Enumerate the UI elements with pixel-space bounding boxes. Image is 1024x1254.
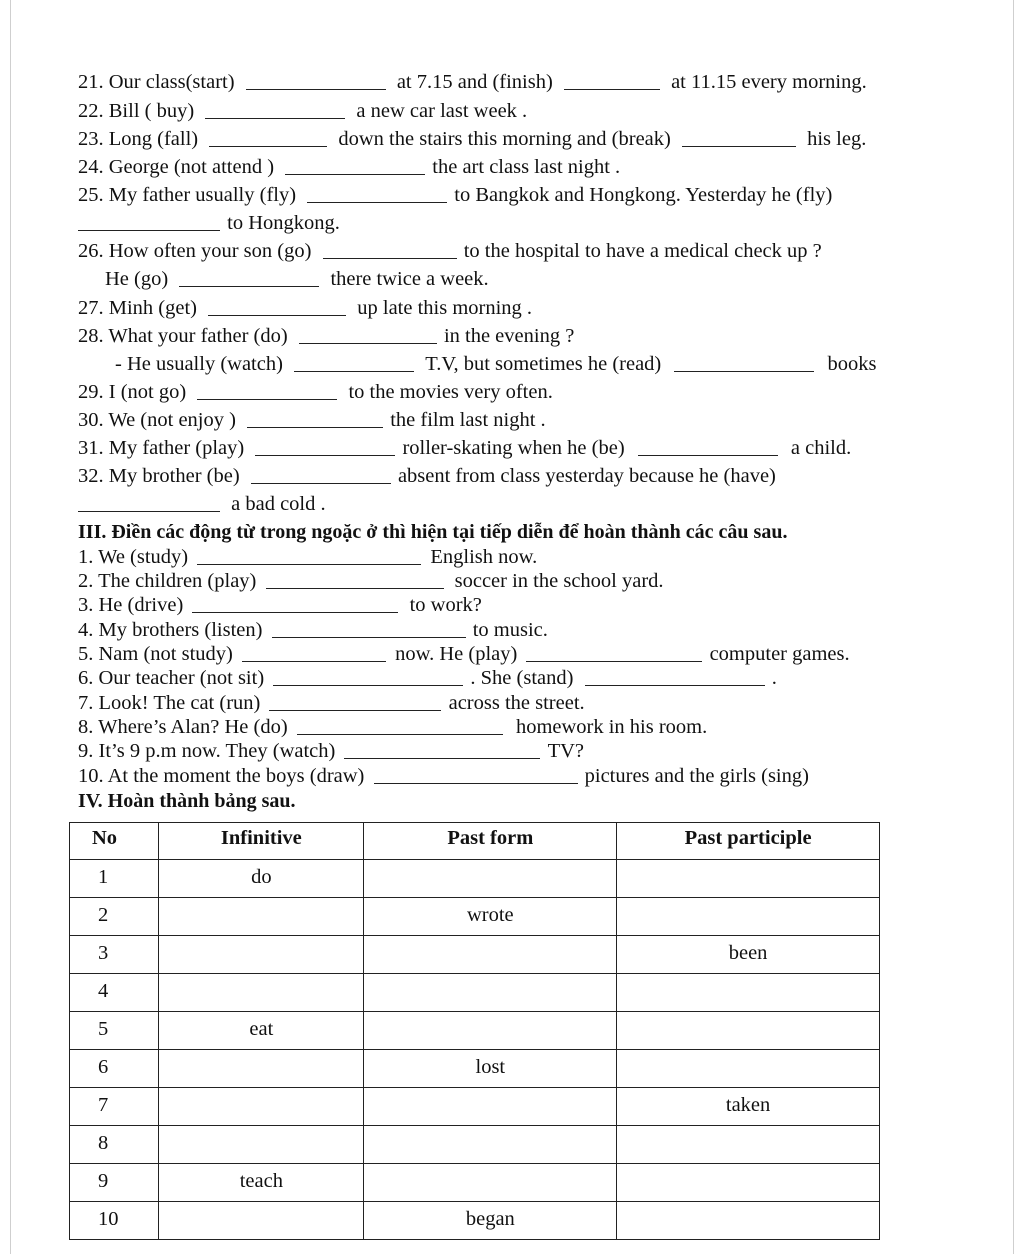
section-3-item-5: [78, 642, 850, 666]
answer-blank[interactable]: [197, 399, 337, 400]
answer-blank[interactable]: [192, 612, 398, 613]
item-prompt: 1. We (study): [78, 546, 189, 568]
item-prompt: 3. He (drive): [78, 594, 184, 616]
answer-blank[interactable]: [269, 710, 441, 711]
cell-no: 7: [70, 1088, 159, 1126]
question-32-continued: [78, 492, 326, 516]
cell-infinitive[interactable]: do: [159, 860, 364, 898]
table-row: [70, 974, 880, 1012]
header-infinitive: Infinitive: [159, 823, 364, 860]
cell-past-form[interactable]: wrote: [364, 898, 617, 936]
question-25-part-a: 25. My father usually (fly): [78, 184, 297, 206]
question-25-continued: [78, 211, 340, 235]
answer-blank[interactable]: [179, 286, 319, 287]
answer-blank[interactable]: [294, 371, 414, 372]
question-23-part-c: his leg.: [807, 128, 867, 150]
cell-past-form[interactable]: [364, 974, 617, 1012]
question-32-part-b: absent from class yesterday because he (have): [397, 465, 776, 487]
item-prompt: 6. Our teacher (not sit): [78, 667, 265, 689]
item-rest: English now.: [430, 546, 538, 568]
answer-blank[interactable]: [246, 89, 386, 90]
question-28-part-c: - He usually (watch): [115, 353, 283, 375]
question-26-part-a: 26. How often your son (go): [78, 240, 312, 262]
cell-past-form[interactable]: lost: [364, 1050, 617, 1088]
section-3-item-1: [78, 545, 537, 569]
answer-blank[interactable]: [526, 661, 702, 662]
cell-infinitive[interactable]: [159, 936, 364, 974]
item-rest: now. He (play): [395, 643, 518, 665]
table-row: [70, 936, 880, 974]
section-3-item-9: [78, 739, 584, 763]
section-3-item-2: [78, 569, 664, 593]
question-31: [78, 436, 851, 460]
section-3-item-3: [78, 593, 482, 617]
section-4-heading: IV. Hoàn thành bảng sau.: [78, 790, 296, 812]
cell-past-participle[interactable]: [617, 1126, 880, 1164]
question-22-part-b: a new car last week .: [356, 100, 528, 122]
cell-infinitive[interactable]: [159, 974, 364, 1012]
cell-infinitive[interactable]: [159, 1050, 364, 1088]
table-row: [70, 1050, 880, 1088]
item-prompt: 2. The children (play): [78, 570, 257, 592]
cell-no: 4: [70, 974, 159, 1012]
item-rest: TV?: [547, 740, 585, 762]
section-3-item-7: [78, 691, 585, 715]
question-32: [78, 464, 776, 488]
item-prompt: 7. Look! The cat (run): [78, 692, 261, 714]
question-26-part-d: there twice a week.: [330, 268, 489, 290]
question-21: [78, 70, 867, 94]
cell-past-participle[interactable]: [617, 1050, 880, 1088]
item-rest: across the street.: [448, 692, 585, 714]
question-27-part-a: 27. Minh (get): [78, 297, 197, 319]
item-rest: to work?: [409, 594, 482, 616]
answer-blank[interactable]: [374, 783, 578, 784]
cell-no: 2: [70, 898, 159, 936]
cell-past-participle[interactable]: taken: [617, 1088, 880, 1126]
answer-blank[interactable]: [297, 734, 503, 735]
answer-blank[interactable]: [638, 455, 778, 456]
section-3-item-8: [78, 715, 707, 739]
table-header-row: [70, 823, 880, 860]
question-21-part-a: 21. Our class(start): [78, 71, 235, 93]
answer-blank[interactable]: [674, 371, 814, 372]
question-26-part-c: He (go): [105, 268, 169, 290]
cell-past-form[interactable]: [364, 860, 617, 898]
table-row: [70, 860, 880, 898]
item-prompt: 8. Where’s Alan? He (do): [78, 716, 288, 738]
item-rest: pictures and the girls (sing): [584, 765, 809, 787]
item-prompt: 9. It’s 9 p.m now. They (watch): [78, 740, 336, 762]
answer-blank[interactable]: [242, 661, 386, 662]
cell-no: 1: [70, 860, 159, 898]
cell-past-form[interactable]: [364, 1126, 617, 1164]
table-row: [70, 1202, 880, 1240]
answer-blank[interactable]: [255, 455, 395, 456]
question-30-part-a: 30. We (not enjoy ): [78, 409, 236, 431]
cell-infinitive[interactable]: [159, 1126, 364, 1164]
cell-past-participle[interactable]: been: [617, 936, 880, 974]
answer-blank[interactable]: [78, 230, 220, 231]
question-31-part-c: a child.: [790, 437, 852, 459]
question-21-part-c: at 11.15 every morning.: [671, 71, 867, 93]
question-23-part-a: 23. Long (fall): [78, 128, 199, 150]
header-past-form: Past form: [364, 823, 617, 860]
question-28-part-b: in the evening ?: [443, 325, 575, 347]
answer-blank[interactable]: [208, 315, 346, 316]
answer-blank[interactable]: [299, 343, 437, 344]
cell-past-participle[interactable]: [617, 898, 880, 936]
question-30-part-b: the film last night .: [390, 409, 546, 431]
question-27: [78, 296, 532, 320]
answer-blank[interactable]: [564, 89, 660, 90]
section-3-item-10: [78, 764, 809, 788]
question-29-part-a: 29. I (not go): [78, 381, 187, 403]
question-21-part-b: at 7.15 and (finish): [396, 71, 553, 93]
section-3-heading: III. Điền các động từ trong ngoặc ở thì hiện tại tiếp diễn để hoàn thành các câu sau.: [78, 521, 788, 543]
table-row: [70, 1164, 880, 1202]
item-rest: homework in his room.: [515, 716, 708, 738]
answer-blank[interactable]: [307, 202, 447, 203]
question-24-part-b: the art class last night .: [432, 156, 621, 178]
question-25: [78, 183, 832, 207]
answer-blank[interactable]: [266, 588, 444, 589]
cell-past-participle[interactable]: [617, 974, 880, 1012]
question-24: [78, 155, 620, 179]
header-past-participle: Past participle: [617, 823, 880, 860]
question-26-part-b: to the hospital to have a medical check up ?: [463, 240, 822, 262]
question-25-part-c: to Hongkong.: [227, 212, 340, 234]
section-3-item-4: [78, 618, 548, 642]
question-32-part-a: 32. My brother (be): [78, 465, 240, 487]
question-24-part-a: 24. George (not attend ): [78, 156, 275, 178]
cell-past-participle[interactable]: [617, 1012, 880, 1050]
answer-blank[interactable]: [682, 146, 796, 147]
table-row: [70, 898, 880, 936]
question-28-answer: [115, 352, 877, 376]
answer-blank[interactable]: [251, 483, 391, 484]
answer-blank[interactable]: [209, 146, 327, 147]
cell-past-form[interactable]: began: [364, 1202, 617, 1240]
item-rest: . She (stand): [470, 667, 574, 689]
item-prompt: 5. Nam (not study): [78, 643, 233, 665]
table-row: [70, 1088, 880, 1126]
question-22: [78, 99, 527, 123]
cell-no: 10: [70, 1202, 159, 1240]
item-prompt: 4. My brothers (listen): [78, 619, 263, 641]
cell-infinitive[interactable]: [159, 1088, 364, 1126]
cell-past-participle[interactable]: [617, 1164, 880, 1202]
question-23-part-b: down the stairs this morning and (break): [338, 128, 671, 150]
cell-past-participle[interactable]: [617, 1202, 880, 1240]
answer-blank[interactable]: [247, 427, 383, 428]
answer-blank[interactable]: [273, 685, 463, 686]
answer-blank[interactable]: [197, 564, 421, 565]
answer-blank[interactable]: [323, 258, 457, 259]
question-32-part-c: a bad cold .: [231, 493, 326, 515]
section-3-item-6: [78, 666, 777, 690]
cell-infinitive[interactable]: [159, 1202, 364, 1240]
question-28: [78, 324, 574, 348]
cell-past-form[interactable]: [364, 1088, 617, 1126]
cell-no: 8: [70, 1126, 159, 1164]
item-rest: soccer in the school yard.: [454, 570, 664, 592]
item-end: .: [771, 667, 777, 689]
cell-past-participle[interactable]: [617, 860, 880, 898]
cell-past-form[interactable]: [364, 1012, 617, 1050]
table-row: [70, 1126, 880, 1164]
answer-blank[interactable]: [78, 511, 220, 512]
answer-blank[interactable]: [585, 685, 765, 686]
cell-infinitive[interactable]: eat: [159, 1012, 364, 1050]
answer-blank[interactable]: [285, 174, 425, 175]
question-25-part-b: to Bangkok and Hongkong. Yesterday he (fly): [454, 184, 833, 206]
cell-no: 9: [70, 1164, 159, 1202]
cell-no: 3: [70, 936, 159, 974]
question-28-part-d: T.V, but sometimes he (read): [425, 353, 662, 375]
answer-blank[interactable]: [205, 118, 345, 119]
cell-past-form[interactable]: [364, 1164, 617, 1202]
item-end: computer games.: [709, 643, 850, 665]
question-29: [78, 380, 553, 404]
question-23: [78, 127, 866, 151]
cell-infinitive[interactable]: [159, 898, 364, 936]
question-30: [78, 408, 546, 432]
question-27-part-b: up late this morning .: [357, 297, 533, 319]
question-29-part-b: to the movies very often.: [348, 381, 553, 403]
answer-blank[interactable]: [272, 637, 466, 638]
cell-infinitive[interactable]: teach: [159, 1164, 364, 1202]
item-rest: to music.: [472, 619, 548, 641]
question-28-part-e: books: [827, 353, 877, 375]
question-28-part-a: 28. What your father (do): [78, 325, 288, 347]
verb-forms-table: [69, 822, 880, 1240]
header-no: No: [70, 823, 159, 860]
cell-no: 6: [70, 1050, 159, 1088]
cell-past-form[interactable]: [364, 936, 617, 974]
answer-blank[interactable]: [344, 758, 540, 759]
question-31-part-b: roller-skating when he (be): [402, 437, 625, 459]
question-22-part-a: 22. Bill ( buy): [78, 100, 195, 122]
cell-no: 5: [70, 1012, 159, 1050]
question-26-answer: [105, 267, 489, 291]
question-26: [78, 239, 822, 263]
table-row: [70, 1012, 880, 1050]
item-prompt: 10. At the moment the boys (draw): [78, 765, 365, 787]
question-31-part-a: 31. My father (play): [78, 437, 245, 459]
